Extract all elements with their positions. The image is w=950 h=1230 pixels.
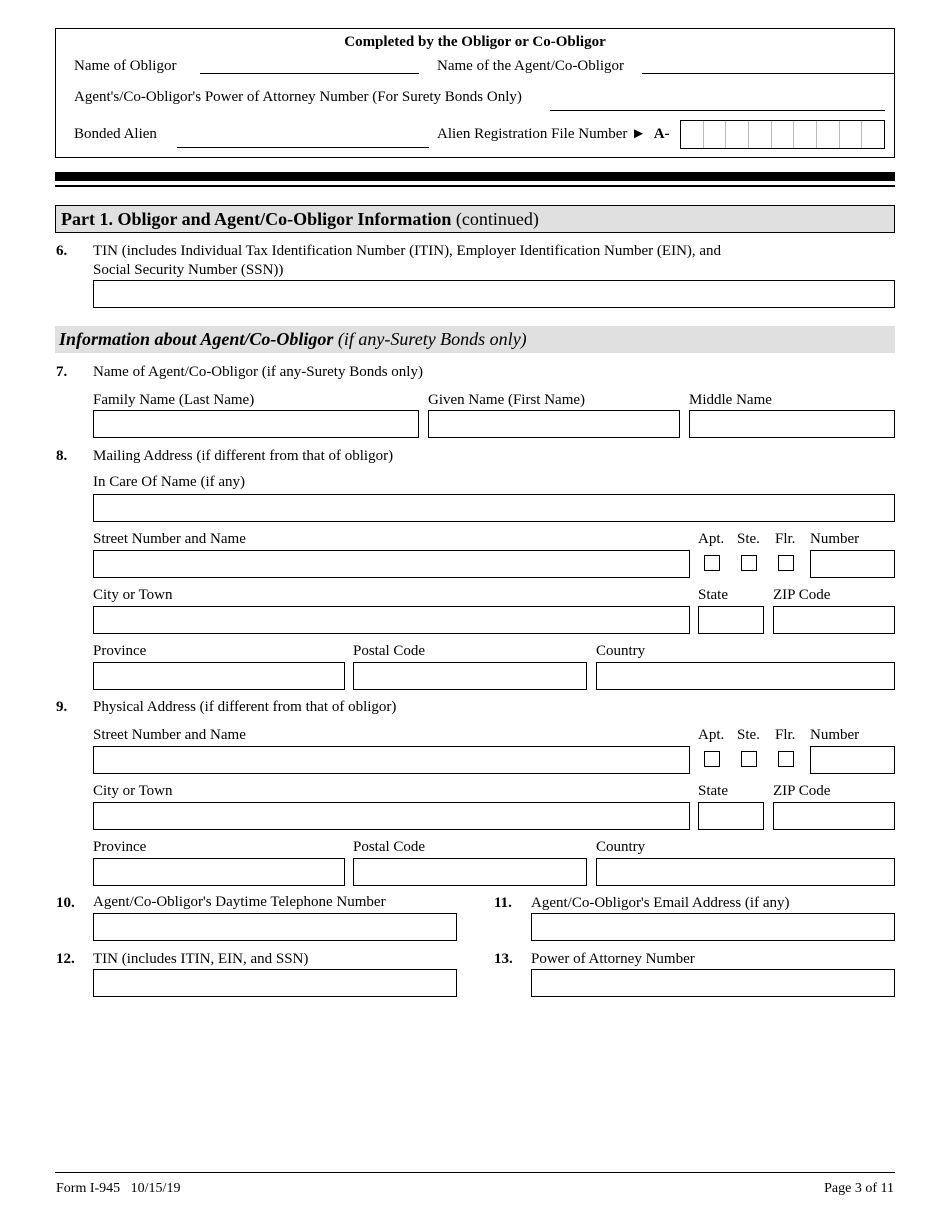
q8-ste-checkbox[interactable] [741, 555, 757, 571]
q13-poa-input[interactable] [531, 969, 895, 997]
q8-number: 8. [56, 448, 68, 464]
agent-section-title-rest: (if any-Surety Bonds only) [333, 329, 527, 349]
arrow-right-icon: ► [631, 126, 646, 142]
q9-ste-checkbox[interactable] [741, 751, 757, 767]
q9-postal-label: Postal Code [353, 839, 426, 855]
alien-reg-label [437, 125, 670, 143]
q8-zip-label: ZIP Code [773, 587, 831, 603]
q10-label: Agent/Co-Obligor's Daytime Telephone Number [93, 894, 386, 910]
q8-flr-checkbox[interactable] [778, 555, 794, 571]
thin-divider [55, 185, 895, 187]
q9-apt-checkbox[interactable] [704, 751, 720, 767]
q7-given-input[interactable] [428, 410, 680, 438]
q9-province-input[interactable] [93, 858, 345, 886]
name-of-agent-label: Name of the Agent/Co-Obligor [437, 58, 625, 74]
q11-email-input[interactable] [531, 913, 895, 941]
bonded-alien-field[interactable] [177, 147, 429, 148]
alien-number-input[interactable] [680, 120, 885, 149]
q8-label: Mailing Address (if different from that of obligor) [93, 448, 394, 464]
part1-title-bold: Part 1. Obligor and Agent/Co-Obligor Information [61, 209, 452, 229]
q9-state-input[interactable] [698, 802, 764, 830]
q8-state-label: State [698, 587, 728, 603]
q12-tin-input[interactable] [93, 969, 457, 997]
q12-label: TIN (includes ITIN, EIN, and SSN) [93, 951, 309, 967]
q9-city-label: City or Town [93, 783, 173, 799]
q8-postal-input[interactable] [353, 662, 587, 690]
q8-care-of-label: In Care Of Name (if any) [93, 474, 246, 490]
thick-divider [55, 172, 895, 181]
q8-apt-checkbox[interactable] [704, 555, 720, 571]
q9-state-label: State [698, 783, 728, 799]
q11-number: 11. [494, 895, 512, 911]
q8-zip-input[interactable] [773, 606, 895, 634]
q8-street-input[interactable] [93, 550, 690, 578]
q9-flr-label: Flr. [775, 727, 796, 743]
q7-given-label: Given Name (First Name) [428, 392, 586, 408]
q12-number: 12. [56, 951, 75, 967]
q13-label: Power of Attorney Number [531, 951, 695, 967]
q9-number-label: Number [810, 727, 860, 743]
q8-country-input[interactable] [596, 662, 895, 690]
q9-street-label: Street Number and Name [93, 727, 246, 743]
q9-apt-label: Apt. [698, 727, 725, 743]
q9-number: 9. [56, 699, 68, 715]
q9-zip-label: ZIP Code [773, 783, 831, 799]
q10-number: 10. [56, 895, 75, 911]
q8-city-input[interactable] [93, 606, 690, 634]
q8-number-label: Number [810, 531, 860, 547]
q9-flr-checkbox[interactable] [778, 751, 794, 767]
q7-middle-label: Middle Name [689, 392, 772, 408]
q9-number-input[interactable] [810, 746, 895, 774]
q7-family-label: Family Name (Last Name) [93, 392, 255, 408]
q6-tin-input[interactable] [93, 280, 895, 308]
q8-province-input[interactable] [93, 662, 345, 690]
q8-number-input[interactable] [810, 550, 895, 578]
agent-section-header [55, 326, 895, 353]
q9-ste-label: Ste. [737, 727, 760, 743]
q7-middle-input[interactable] [689, 410, 895, 438]
agent-section-title-bold: Information about Agent/Co-Obligor [59, 329, 334, 349]
footer-page-number: Page 3 of 11 [824, 1181, 894, 1196]
q8-street-label: Street Number and Name [93, 531, 246, 547]
q8-city-label: City or Town [93, 587, 173, 603]
q8-postal-label: Postal Code [353, 643, 426, 659]
poa-label: Agent's/Co-Obligor's Power of Attorney Number (For Surety Bonds Only) [74, 89, 522, 105]
alien-reg-text: Alien Registration File Number [437, 126, 628, 142]
q8-province-label: Province [93, 643, 147, 659]
q7-number: 7. [56, 364, 68, 380]
q8-country-label: Country [596, 643, 646, 659]
q6-label-line2: Social Security Number (SSN)) [93, 262, 284, 278]
part1-header [55, 205, 895, 233]
q13-number: 13. [494, 951, 513, 967]
footer-rule [55, 1172, 895, 1173]
q9-label: Physical Address (if different from that of obligor) [93, 699, 397, 715]
a-prefix: A- [653, 126, 670, 142]
q10-phone-input[interactable] [93, 913, 457, 941]
q9-city-input[interactable] [93, 802, 690, 830]
q8-state-input[interactable] [698, 606, 764, 634]
q6-number: 6. [56, 243, 68, 259]
q7-family-input[interactable] [93, 410, 419, 438]
bonded-alien-label: Bonded Alien [74, 126, 157, 142]
q6-label-line1: TIN (includes Individual Tax Identification Number (ITIN), Employer Identification Number (EIN), and [93, 243, 722, 259]
q9-street-input[interactable] [93, 746, 690, 774]
q9-country-input[interactable] [596, 858, 895, 886]
name-of-obligor-field[interactable] [200, 73, 419, 74]
q9-zip-input[interactable] [773, 802, 895, 830]
footer-form-id: Form I-945 10/15/19 [56, 1181, 181, 1196]
poa-field[interactable] [550, 110, 885, 111]
q8-care-of-input[interactable] [93, 494, 895, 522]
name-of-agent-field[interactable] [642, 73, 894, 74]
q7-label: Name of Agent/Co-Obligor (if any-Surety Bonds only) [93, 364, 423, 380]
q9-postal-input[interactable] [353, 858, 587, 886]
q11-label: Agent/Co-Obligor's Email Address (if any) [531, 895, 790, 911]
part1-title-rest: (continued) [451, 209, 539, 229]
header-title: Completed by the Obligor or Co-Obligor [344, 34, 606, 50]
q8-ste-label: Ste. [737, 531, 760, 547]
name-of-obligor-label: Name of Obligor [74, 58, 177, 74]
q8-apt-label: Apt. [698, 531, 725, 547]
q8-flr-label: Flr. [775, 531, 796, 547]
q9-province-label: Province [93, 839, 147, 855]
q9-country-label: Country [596, 839, 646, 855]
